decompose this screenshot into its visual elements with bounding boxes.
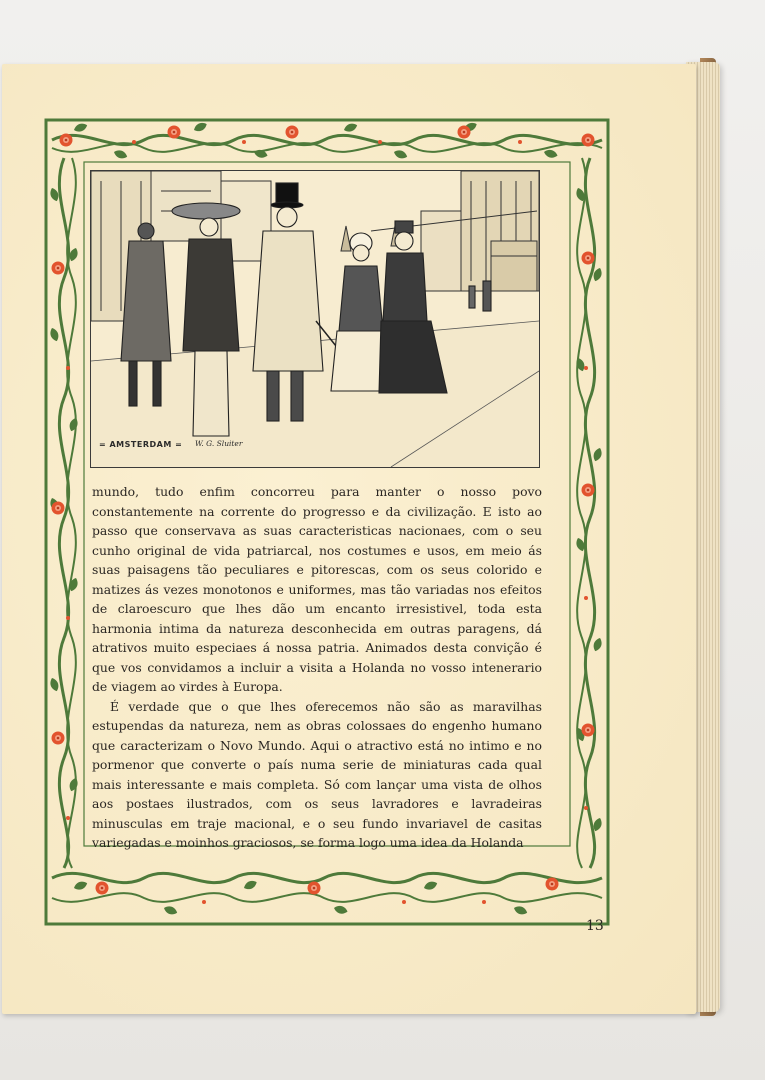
paragraph-1: mundo, tudo enfim concorreu para manter o nosso povo constantemente na corrente do progresso e da civilização. E isto ao passo que conservava as suas caracteristicas nacionaes, com o seu cunho original de vida patriarcal, nos costumes e usos, em meio ás suas paisagens tão peculiares e pitorescas, com os seus colorido e matizes ás vezes monotonos e uniformes, mas tão variadas nos efeitos de claroescuro que lhes dão um encanto irresistivel, toda esta harmonia intima da natureza desconhecida em outras paragens, dá atrativos muito especiaes á nossa patria. Animados desta convição é que vos convidamos a incluir a visita a Holanda no vosso intenerario de viagem ao virdes à Europa. — [92, 484, 542, 694]
paragraph-2: É verdade que o que lhes oferecemos não são as maravilhas estupendas da natureza, nem as obras colossaes do engenho humano que caracterizam o Novo Mundo. Aqui o atractivo está no intimo e no pormenor que converte o país numa serie de miniaturas cada qual mais interessante e mais completa. Só com lançar uma vista de olhos aos postaes ilustrados, com os seus lavradores e lavradeiras minusculas em traje macional, e o seu fundo invariavel de casitas variegadas e moinhos graciosos, se forma logo uma idea da Holanda — [92, 698, 542, 850]
body-text — [92, 482, 542, 853]
illustration-caption: = AMSTERDAM = — [99, 440, 183, 449]
artist-signature: W. G. Sluiter — [195, 439, 243, 448]
amsterdam-street-illustration — [90, 170, 540, 468]
page-number: 13 — [586, 918, 604, 934]
